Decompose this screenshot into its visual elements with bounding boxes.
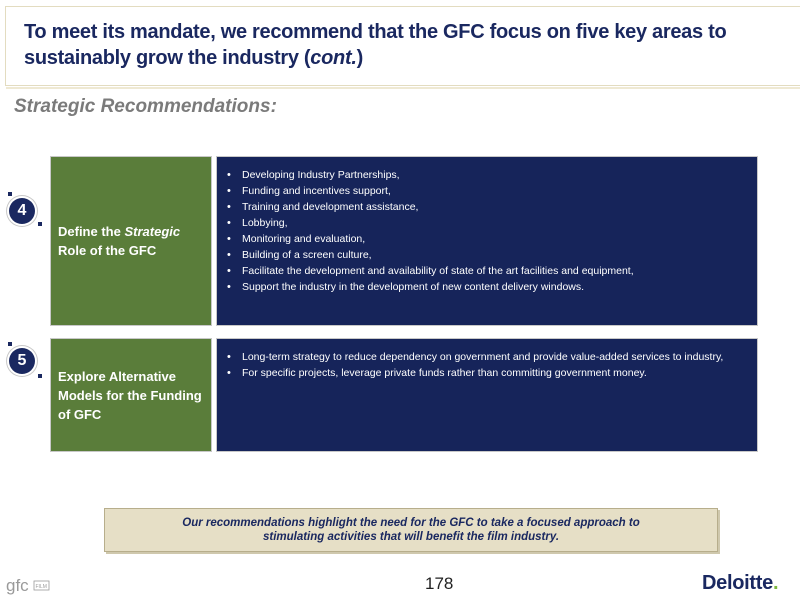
title-line-2-prefix: sustainably grow the industry ( — [24, 47, 311, 69]
bullet-list — [225, 167, 634, 295]
label-text: Role of the GFC — [58, 243, 157, 258]
callout-line-2: stimulating activities that will benefit the film industry. — [262, 531, 560, 543]
label-text-italic: Strategic — [124, 224, 181, 239]
recommendation-label — [58, 222, 180, 260]
gfc-logo — [6, 574, 52, 596]
label-text: Explore Alternative — [58, 368, 177, 384]
title-banner — [5, 6, 800, 86]
recommendation-label-box — [50, 156, 212, 326]
label-text: Models for the Funding — [58, 387, 202, 403]
recommendation-label-box — [50, 338, 212, 452]
title-line-2-suffix: ) — [356, 47, 363, 69]
recommendation-details-box — [216, 338, 758, 452]
title-line-1: To meet its mandate, we recommend that the GFC focus on five key areas to — [24, 21, 727, 43]
list-item: • Long-term strategy to reduce dependency on government and provide value-added services to industry, — [225, 349, 723, 365]
list-item: • Funding and incentives support, — [225, 183, 634, 199]
recommendation-details-box — [216, 156, 758, 326]
deloitte-logo-dot: . — [772, 572, 779, 594]
recommendation-number-badge: 5 — [9, 348, 35, 374]
list-item: • Support the industry in the development of new content delivery windows. — [225, 279, 634, 295]
deloitte-logo-text: Deloitte — [702, 572, 773, 594]
marker-tick — [8, 192, 12, 196]
list-item: • For specific projects, leverage private funds rather than committing government money. — [225, 365, 723, 381]
bullet-list — [225, 349, 723, 381]
list-item: • Developing Industry Partnerships, — [225, 167, 634, 183]
list-item: • Monitoring and evaluation, — [225, 231, 634, 247]
marker-tick — [38, 222, 42, 226]
svg-text:FILM: FILM — [35, 584, 47, 590]
deloitte-logo — [702, 572, 778, 595]
label-text: of GFC — [58, 406, 102, 422]
list-item: • Building of a screen culture, — [225, 247, 634, 263]
list-item: • Facilitate the development and availability of state of the art facilities and equipment, — [225, 263, 634, 279]
page-title — [24, 19, 744, 71]
recommendation-number-badge: 4 — [9, 198, 35, 224]
gfc-logo-icon — [6, 574, 52, 596]
section-subtitle: Strategic Recommendations: — [14, 96, 277, 117]
callout-line-1: Our recommendations highlight the need for the GFC to take a focused approach to — [182, 517, 640, 529]
recommendation-label — [58, 367, 202, 424]
list-item: • Training and development assistance, — [225, 199, 634, 215]
page-number: 178 — [425, 574, 454, 593]
label-text: Define the — [58, 224, 125, 239]
marker-tick — [38, 374, 42, 378]
list-item: • Lobbying, — [225, 215, 634, 231]
title-line-2-emph: cont. — [310, 47, 357, 69]
marker-tick — [8, 342, 12, 346]
conclusion-callout — [104, 508, 718, 552]
svg-text:gfc: gfc — [6, 576, 29, 595]
